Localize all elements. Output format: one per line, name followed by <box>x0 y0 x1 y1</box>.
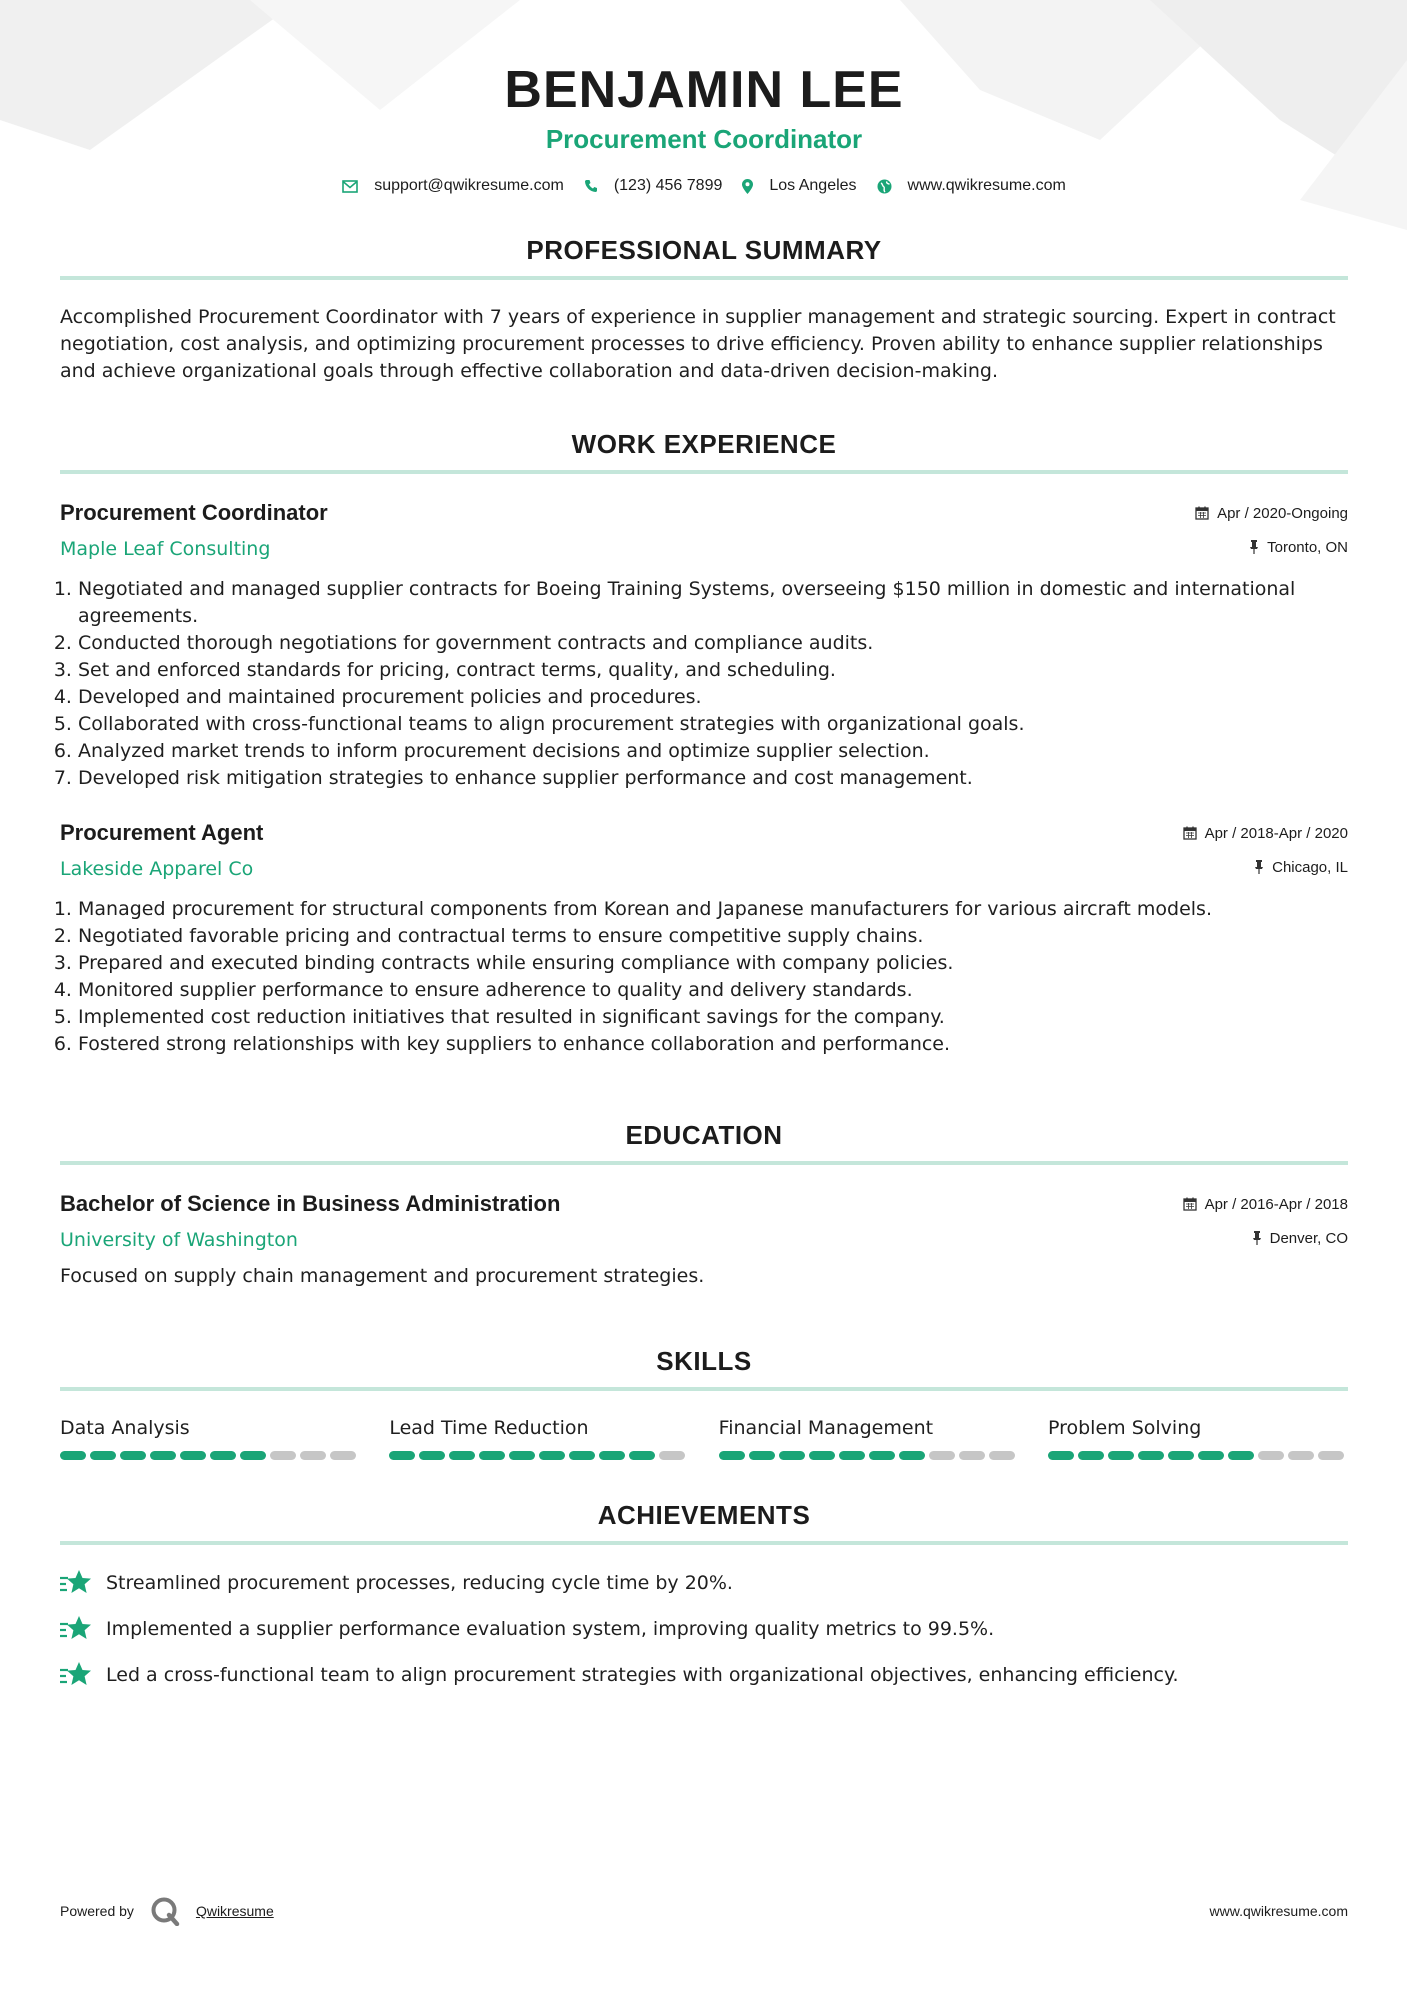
summary-section <box>60 235 1348 385</box>
skill-segment-filled <box>839 1451 865 1460</box>
list-item: 6. Fostered strong relationships with key suppliers to enhance collaboration and performance. <box>78 1031 1348 1058</box>
school-name: University of Washington <box>60 1229 298 1251</box>
skill-segment-filled <box>749 1451 775 1460</box>
skill-item <box>719 1415 1019 1460</box>
achievements-section <box>60 1500 1348 1689</box>
job-company: Lakeside Apparel Co <box>60 858 254 880</box>
candidate-title: Procurement Coordinator <box>545 124 863 154</box>
skill-segment-filled <box>569 1451 595 1460</box>
education-dates-text: Apr / 2016-Apr / 2018 <box>1204 1195 1348 1213</box>
skill-segment-empty <box>1318 1451 1344 1460</box>
education-dates <box>1183 1189 1348 1219</box>
skill-level-bar <box>1048 1451 1348 1460</box>
list-item: 5. Collaborated with cross-functional teams to align procurement strategies with organizational goals. <box>78 711 1348 738</box>
contact-phone[interactable] <box>584 177 723 195</box>
skill-segment-filled <box>539 1451 565 1460</box>
skill-segment-filled <box>1108 1451 1134 1460</box>
brand-link[interactable]: Qwikresume <box>195 1903 274 1919</box>
skill-segment-filled <box>779 1451 805 1460</box>
skill-segment-filled <box>599 1451 625 1460</box>
list-item: 4. Monitored supplier performance to ensure adherence to quality and delivery standards. <box>78 977 1348 1004</box>
skill-segment-empty <box>330 1451 356 1460</box>
skill-item <box>1048 1415 1348 1460</box>
job-location-text: Chicago, IL <box>1272 858 1348 876</box>
summary-text: Accomplished Procurement Coordinator with 7 years of experience in supplier management and strategic sourcing. Expert in contract negotiation, cost analysis, and optimizing procurement processes to drive efficiency. Proven ability to enhance supplier relationships and achieve organizational goals through effective collaboration and data-driven decision-making. <box>60 306 1336 382</box>
skill-item <box>60 1415 360 1460</box>
powered-by <box>60 1896 274 1926</box>
skill-segment-filled <box>210 1451 236 1460</box>
pushpin-icon <box>1254 860 1264 874</box>
skill-segment-filled <box>120 1451 146 1460</box>
job-location <box>1183 852 1348 882</box>
achievement-item <box>60 1569 1348 1597</box>
list-item: 6. Analyzed market trends to inform procurement decisions and optimize supplier selection. <box>78 738 1348 765</box>
list-item: 2. Negotiated favorable pricing and contractual terms to ensure competitive supply chains. <box>78 923 1348 950</box>
skill-segment-empty <box>989 1451 1015 1460</box>
skill-segment-filled <box>719 1451 745 1460</box>
education-entry <box>60 1189 1348 1290</box>
job-dates-text: Apr / 2020-Ongoing <box>1217 504 1348 522</box>
star-icon <box>60 1615 92 1643</box>
education-section <box>60 1120 1348 1290</box>
skill-segment-filled <box>240 1451 266 1460</box>
skill-segment-empty <box>959 1451 985 1460</box>
skill-segment-filled <box>449 1451 475 1460</box>
skill-segment-empty <box>929 1451 955 1460</box>
achievement-text: Streamlined procurement processes, reducing cycle time by 20%. <box>106 1571 733 1594</box>
skill-segment-empty <box>1258 1451 1284 1460</box>
globe-icon <box>877 179 892 194</box>
footer-url[interactable]: www.qwikresume.com <box>1209 1903 1348 1919</box>
skill-segment-empty <box>270 1451 296 1460</box>
skill-segment-empty <box>659 1451 685 1460</box>
pushpin-icon <box>1249 540 1259 554</box>
achievements-list <box>60 1569 1348 1689</box>
website-text: www.qwikresume.com <box>907 177 1066 194</box>
skills-heading: SKILLS <box>60 1346 1348 1391</box>
job-entry <box>60 498 1348 792</box>
contact-bar <box>60 177 1348 195</box>
job-entry <box>60 818 1348 1058</box>
list-item: 3. Set and enforced standards for pricing, contract terms, quality, and scheduling. <box>78 657 1348 684</box>
location-text: Los Angeles <box>769 177 857 194</box>
skills-section <box>60 1346 1348 1460</box>
skill-segment-filled <box>60 1451 86 1460</box>
skill-level-bar <box>389 1451 689 1460</box>
skill-segment-filled <box>180 1451 206 1460</box>
skill-segment-empty <box>1288 1451 1314 1460</box>
resume-header <box>60 0 1348 195</box>
experience-heading: WORK EXPERIENCE <box>60 429 1348 474</box>
skill-segment-filled <box>1198 1451 1224 1460</box>
phone-icon <box>584 179 598 193</box>
education-heading: EDUCATION <box>60 1120 1348 1165</box>
contact-location <box>742 177 856 195</box>
star-icon <box>60 1661 92 1689</box>
skill-level-bar <box>719 1451 1019 1460</box>
job-role: Procurement Agent <box>60 820 264 845</box>
achievements-heading: ACHIEVEMENTS <box>60 1500 1348 1545</box>
skill-segment-filled <box>150 1451 176 1460</box>
skill-name: Lead Time Reduction <box>389 1417 589 1439</box>
skill-segment-filled <box>389 1451 415 1460</box>
job-location-text: Toronto, ON <box>1267 538 1348 556</box>
page-footer <box>60 1896 1348 1926</box>
qwikresume-logo-icon <box>150 1896 180 1926</box>
education-description: Focused on supply chain management and procurement strategies. <box>60 1265 705 1287</box>
calendar-icon <box>1195 506 1209 520</box>
skill-segment-filled <box>899 1451 925 1460</box>
calendar-icon <box>1183 1197 1197 1211</box>
skill-segment-filled <box>1138 1451 1164 1460</box>
powered-by-label: Powered by <box>60 1903 134 1919</box>
job-bullets <box>60 576 1348 792</box>
job-bullets <box>60 896 1348 1058</box>
email-text: support@qwikresume.com <box>374 177 564 194</box>
skill-name: Data Analysis <box>60 1417 190 1439</box>
list-item: 1. Negotiated and managed supplier contracts for Boeing Training Systems, overseeing $150 million in domestic and international agreements. <box>78 576 1348 630</box>
job-dates <box>1195 498 1348 528</box>
achievement-item <box>60 1615 1348 1643</box>
skill-level-bar <box>60 1451 360 1460</box>
education-location <box>1183 1223 1348 1253</box>
skill-segment-filled <box>809 1451 835 1460</box>
calendar-icon <box>1183 826 1197 840</box>
job-company: Maple Leaf Consulting <box>60 538 271 560</box>
list-item: 3. Prepared and executed binding contracts while ensuring compliance with company policies. <box>78 950 1348 977</box>
skill-segment-filled <box>419 1451 445 1460</box>
skill-segment-filled <box>479 1451 505 1460</box>
job-role: Procurement Coordinator <box>60 500 328 525</box>
skill-name: Financial Management <box>718 1417 934 1439</box>
contact-email[interactable] <box>342 177 564 195</box>
skill-segment-filled <box>1078 1451 1104 1460</box>
candidate-name: BENJAMIN LEE <box>504 61 904 119</box>
achievement-item <box>60 1661 1348 1689</box>
achievement-text: Led a cross-functional team to align procurement strategies with organizational objectives, enhancing efficiency. <box>106 1663 1179 1686</box>
skill-segment-filled <box>90 1451 116 1460</box>
experience-section <box>60 429 1348 1058</box>
degree-title: Bachelor of Science in Business Administration <box>60 1191 561 1216</box>
skill-segment-filled <box>1048 1451 1074 1460</box>
skill-segment-filled <box>1228 1451 1254 1460</box>
list-item: 1. Managed procurement for structural components from Korean and Japanese manufacturers for various aircraft models. <box>78 896 1348 923</box>
skill-segment-filled <box>869 1451 895 1460</box>
phone-text: (123) 456 7899 <box>613 177 723 194</box>
job-location <box>1195 532 1348 562</box>
skill-name: Problem Solving <box>1047 1417 1202 1439</box>
pushpin-icon <box>1252 1231 1262 1245</box>
skills-grid <box>60 1415 1348 1460</box>
resume-page <box>60 0 1348 1707</box>
list-item: 2. Conducted thorough negotiations for government contracts and compliance audits. <box>78 630 1348 657</box>
envelope-icon <box>342 180 358 193</box>
star-icon <box>60 1569 92 1597</box>
education-location-text: Denver, CO <box>1269 1229 1348 1247</box>
skill-segment-filled <box>1168 1451 1194 1460</box>
list-item: 4. Developed and maintained procurement policies and procedures. <box>78 684 1348 711</box>
list-item: 5. Implemented cost reduction initiatives that resulted in significant savings for the company. <box>78 1004 1348 1031</box>
skill-segment-empty <box>300 1451 326 1460</box>
job-dates <box>1183 818 1348 848</box>
skill-item <box>389 1415 689 1460</box>
achievement-text: Implemented a supplier performance evaluation system, improving quality metrics to 99.5%. <box>106 1617 995 1640</box>
skill-segment-filled <box>629 1451 655 1460</box>
list-item: 7. Developed risk mitigation strategies to enhance supplier performance and cost management. <box>78 765 1348 792</box>
contact-website[interactable] <box>877 177 1066 195</box>
map-pin-icon <box>742 179 753 194</box>
job-dates-text: Apr / 2018-Apr / 2020 <box>1204 824 1348 842</box>
skill-segment-filled <box>509 1451 535 1460</box>
summary-heading: PROFESSIONAL SUMMARY <box>60 235 1348 280</box>
